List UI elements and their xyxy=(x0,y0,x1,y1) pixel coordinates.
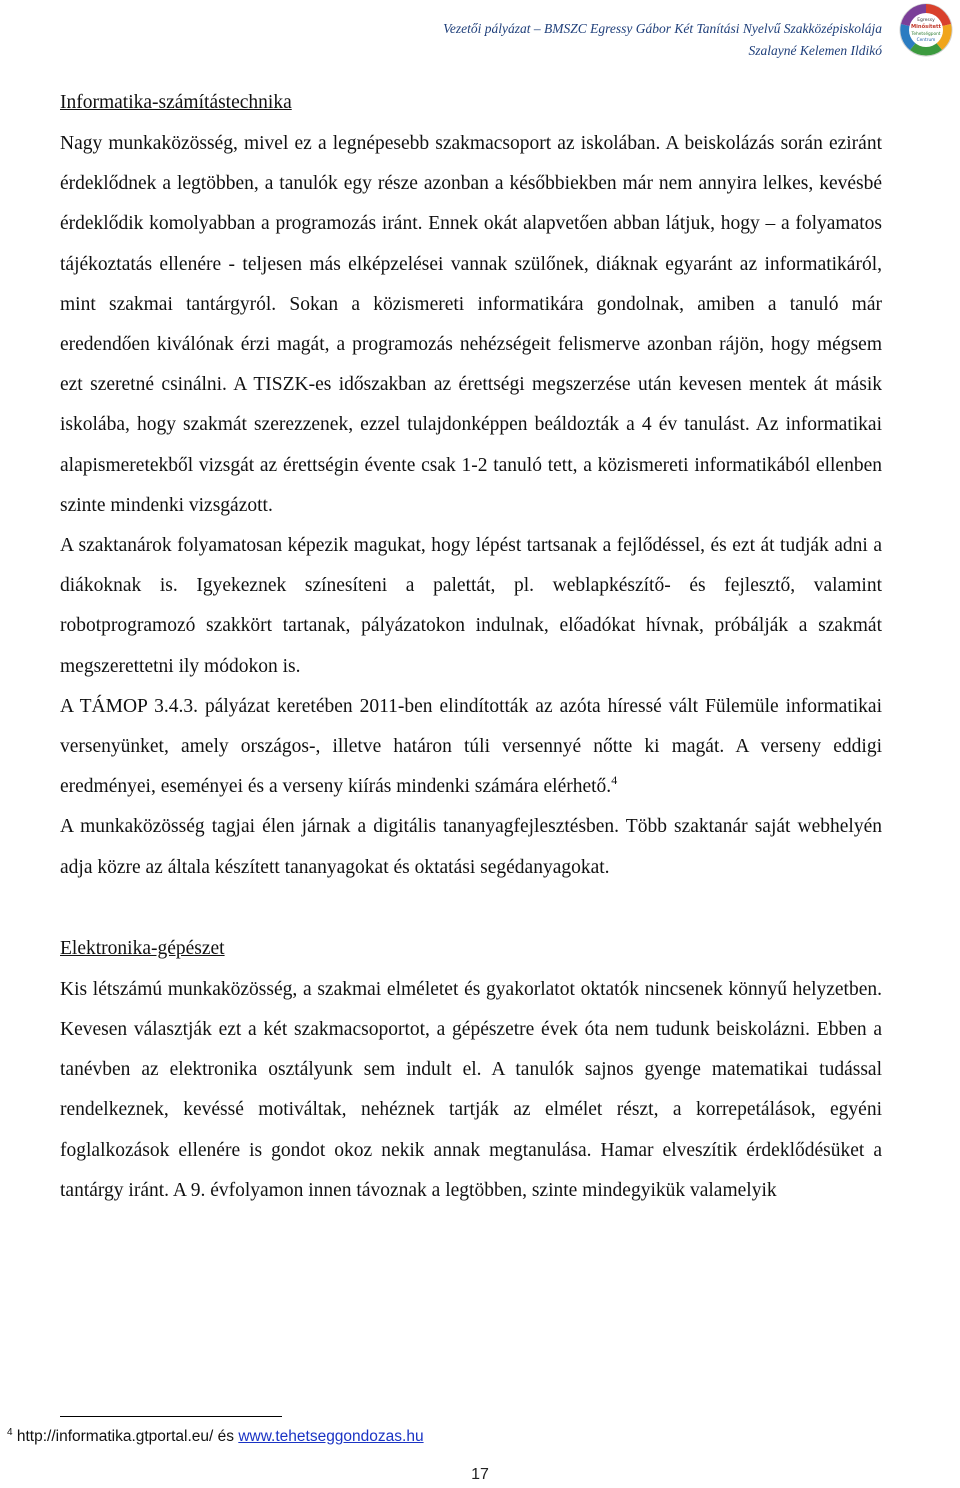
document-body xyxy=(60,90,882,1211)
header-title: Vezetői pályázat – BMSZC Egressy Gábor Két Tanítási Nyelvű Szakközépiskolája xyxy=(443,21,882,36)
svg-text:Tehetségpont: Tehetségpont xyxy=(911,32,941,37)
footnote-text: http://informatika.gtportal.eu/ és xyxy=(16,1428,234,1445)
footnote-ref[interactable]: 4 xyxy=(611,773,618,788)
footnote-divider xyxy=(60,1416,282,1417)
paragraph: Nagy munkaközösség, mivel ez a legnépesebb szakmacsoport az iskolában. A beiskolázás során eziránt érdeklődnek a legtöbben, a tanulók egy része azonban a későbbiekben már nem annyira lelkes, kevésbé érdeklődik komolyabban a programozás iránt. Ennek okát alapvetően abban látjuk, hogy – a folyamatos tájékoztatás ellenére - teljesen más elképzelései vannak szülőnek, diáknak egyaránt az informatikáról, mint szakmai tantárgyról. Sokan a közismereti informatikára gondolnak, amiben a tanuló már eredendően kiválónak érzi magát, a programozás nehézségeit felismerve azonban rájön, hogy mégsem ezt szeretné csinálni. A TISZK-es időszakban az érettségi megszerzése után kevesen mentek át másik iskolába, hogy szakmát szerezzenek, ezzel tulajdonképpen beáldozták a 4 év tanulást. Az informatikai alapismeretekből vizsgát az érettségin évente csak 1-2 tanuló tett, a közismereti informatikából ellenben szinte mindenki vizsgázott. xyxy=(60,133,882,516)
svg-text:Minősített: Minősített xyxy=(910,24,942,30)
section-heading-informatika: Informatika-számítástechnika xyxy=(60,92,292,113)
paragraph: A munkaközösség tagjai élen járnak a digitális tananyagfejlesztésben. Több szaktanár saját webhelyén adja közre az általa készített tananyagokat és oktatási segédanyagokat. xyxy=(60,816,882,878)
paragraph-with-footnote xyxy=(60,687,882,808)
svg-text:Centrum: Centrum xyxy=(916,38,936,43)
section-heading-elektronika: Elektronika-gépészet xyxy=(60,937,225,959)
paragraph: A szaktanárok folyamatosan képezik magukat, hogy lépést tartsanak a fejlődéssel, és ezt át tudják adni a diákoknak is. Igyekeznek színesíteni a palettát, pl. weblapkészítő- és fejlesztő, valamint robotprogramozó szakkört tartanak, pályázatokon indulnak, előadókat hívnak, próbálják a szakmát megszerettetni ily módokon is. xyxy=(60,535,882,677)
school-badge-icon xyxy=(898,2,954,58)
header-author: Szalayné Kelemen Ildikó xyxy=(748,43,882,58)
footnote-number: 4 xyxy=(7,1427,13,1438)
paragraph-text: A TÁMOP 3.4.3. pályázat keretében 2011-ben elindították az azóta híressé vált Fülemüle informatikai versenyünket, amely országos-, illetve határon túli versennyé nőtte ki magát. A verseny eddigi eredményei, eseményei és a verseny kiírás mindenki számára elérhető. xyxy=(60,695,882,798)
page-number: 17 xyxy=(471,1466,489,1483)
paragraph: Kis létszámú munkaközösség, a szakmai elméletet és gyakorlatot oktatók nincsenek könnyű helyzetben. Kevesen választják ezt a két szakmacsoportot, a gépészetre évek óta nem tudunk beiskolázni. Ebben a tanévben az elektronika osztályunk sem indult el. A tanulók sajnos gyenge matematikai tudással rendelkeznek, kevéssé motiváltak, nehéznek tartják az elmélet részt, a korrepetálások, egyéni foglalkozások ellenére is gondot okoz nekik annak megtanulása. Hamar elveszítik érdeklődésüket a tantárgy iránt. A 9. évfolyamon innen távoznak a legtöbben, szinte mindegyikük valamelyik xyxy=(60,978,882,1201)
svg-text:Egressy: Egressy xyxy=(917,18,935,23)
footnote xyxy=(7,1428,424,1446)
footnote-link[interactable]: www.tehetseggondozas.hu xyxy=(238,1428,424,1445)
page-header xyxy=(322,18,882,62)
